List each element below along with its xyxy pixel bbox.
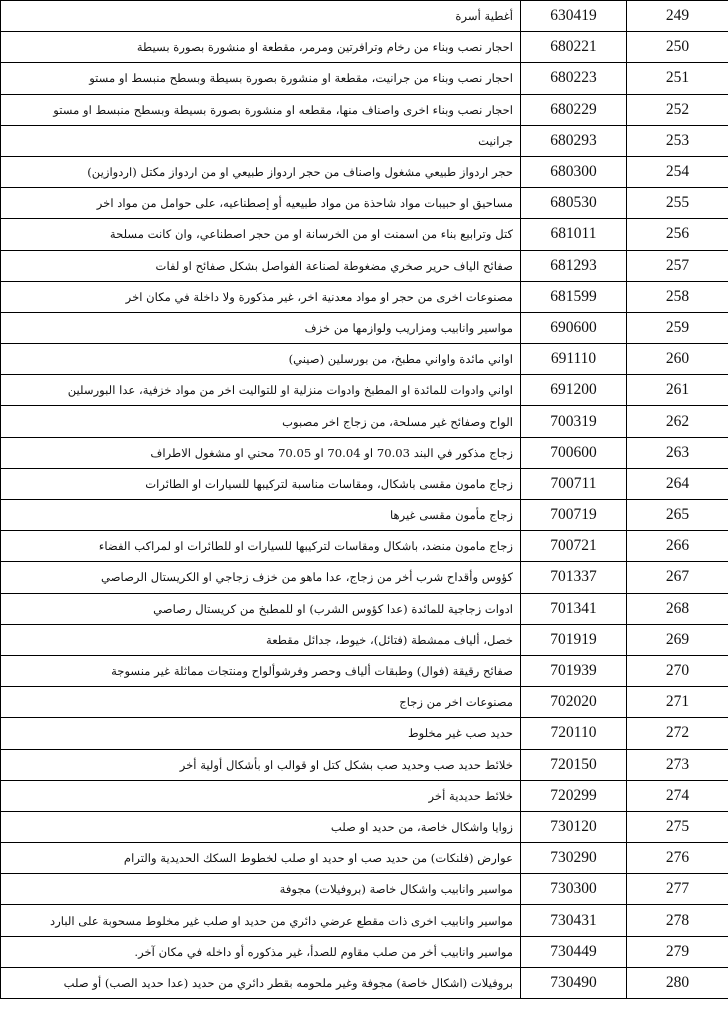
table-row (1, 593, 728, 624)
item-description: زجاج مأمون مقسى غيرها (1, 500, 521, 531)
table-row (1, 874, 728, 905)
table-row (1, 250, 728, 281)
item-description: صفائح رقيقة (فوال) وطبقات ألياف وحصر وفرشوألواح ومنتجات مماثلة غير منسوجة (1, 655, 521, 686)
item-description: جرانيت (1, 125, 521, 156)
item-code: 680229 (521, 94, 627, 125)
row-number: 253 (627, 125, 728, 156)
item-code: 701337 (521, 562, 627, 593)
table-row (1, 344, 728, 375)
table-row (1, 63, 728, 94)
item-description: مساحيق او حبيبات مواد شاحذة من مواد طبيعيه أو إصطناعيه، على حوامل من مواد اخر (1, 188, 521, 219)
item-description: أغطية أسرة (1, 1, 521, 32)
row-number: 277 (627, 874, 728, 905)
row-number: 256 (627, 219, 728, 250)
item-code: 730290 (521, 843, 627, 874)
item-description: كتل وترابيع بناء من اسمنت او من الخرسانة او من حجر اصطناعي، وان كانت مسلحة (1, 219, 521, 250)
item-description: مواسير وانابيب ومزاريب ولوازمها من خزف (1, 312, 521, 343)
item-description: خصل، ألياف ممشطة (فتائل)، خيوط، جدائل مقطعة (1, 624, 521, 655)
item-code: 690600 (521, 312, 627, 343)
item-code: 681011 (521, 219, 627, 250)
table-row (1, 905, 728, 936)
row-number: 272 (627, 718, 728, 749)
item-code: 680530 (521, 188, 627, 219)
table-row (1, 468, 728, 499)
item-code: 701939 (521, 655, 627, 686)
row-number: 261 (627, 375, 728, 406)
item-code: 700600 (521, 437, 627, 468)
item-code: 701919 (521, 624, 627, 655)
table-row (1, 125, 728, 156)
item-code: 681599 (521, 281, 627, 312)
item-code: 720150 (521, 749, 627, 780)
row-number: 260 (627, 344, 728, 375)
item-code: 700711 (521, 468, 627, 499)
item-description: خلائط حديد صب وحديد صب بشكل كتل او قوالب او بأشكال أولية أخر (1, 749, 521, 780)
item-code: 680223 (521, 63, 627, 94)
row-number: 258 (627, 281, 728, 312)
row-number: 249 (627, 1, 728, 32)
row-number: 265 (627, 500, 728, 531)
row-number: 270 (627, 655, 728, 686)
row-number: 269 (627, 624, 728, 655)
item-code: 680221 (521, 32, 627, 63)
item-code: 730490 (521, 967, 627, 998)
item-code: 691200 (521, 375, 627, 406)
row-number: 275 (627, 811, 728, 842)
item-code: 730431 (521, 905, 627, 936)
table-row (1, 312, 728, 343)
item-code: 681293 (521, 250, 627, 281)
row-number: 262 (627, 406, 728, 437)
item-code: 700721 (521, 531, 627, 562)
item-code: 720299 (521, 780, 627, 811)
row-number: 250 (627, 32, 728, 63)
item-code: 730120 (521, 811, 627, 842)
item-code: 700319 (521, 406, 627, 437)
item-code: 701341 (521, 593, 627, 624)
table-body (1, 1, 728, 999)
item-description: مواسير وانابيب واشكال خاصة (بروفيلات) مجوفة (1, 874, 521, 905)
row-number: 264 (627, 468, 728, 499)
row-number: 251 (627, 63, 728, 94)
table-row (1, 281, 728, 312)
row-number: 266 (627, 531, 728, 562)
item-code: 702020 (521, 687, 627, 718)
row-number: 280 (627, 967, 728, 998)
item-description: مصنوعات اخرى من حجر او مواد معدنية اخر، غير مذكورة ولا داخلة في مكان اخر (1, 281, 521, 312)
item-code: 691110 (521, 344, 627, 375)
item-description: مواسير وانابيب أخر من صلب مقاوم للصدأ، غير مذكوره أو داخله في مكان آخر. (1, 936, 521, 967)
table-row (1, 500, 728, 531)
item-description: مصنوعات اخر من زجاج (1, 687, 521, 718)
item-description: زجاج مامون مقسى باشكال، ومقاسات مناسبة لتركيبها للسيارات او الطائرات (1, 468, 521, 499)
table-row (1, 531, 728, 562)
item-code: 720110 (521, 718, 627, 749)
item-description: مواسير وانابيب اخرى ذات مقطع عرضي دائري من حديد او صلب غير مخلوط مسحوبة على البارد (1, 905, 521, 936)
table-row (1, 811, 728, 842)
row-number: 271 (627, 687, 728, 718)
table-row (1, 94, 728, 125)
row-number: 255 (627, 188, 728, 219)
table-row (1, 406, 728, 437)
item-description: اواني وادوات للمائدة او المطبخ وادوات منزلية او للتواليت اخر من مواد خزفية، عدا البورسلين (1, 375, 521, 406)
table-row (1, 780, 728, 811)
row-number: 276 (627, 843, 728, 874)
table-row (1, 687, 728, 718)
table-row (1, 967, 728, 998)
item-description: حديد صب غير مخلوط (1, 718, 521, 749)
table-row (1, 188, 728, 219)
item-code: 700719 (521, 500, 627, 531)
item-description: خلائط حديدية أخر (1, 780, 521, 811)
table-row (1, 1, 728, 32)
row-number: 267 (627, 562, 728, 593)
item-code: 630419 (521, 1, 627, 32)
table-row (1, 936, 728, 967)
item-description: الواح وصفائح غير مسلحة، من زجاج اخر مصبوب (1, 406, 521, 437)
item-description: زجاج مامون منضد، باشكال ومقاسات لتركيبها للسيارات او للطائرات او لمراكب الفضاء (1, 531, 521, 562)
item-description: زجاج مذكور في البند 70.03 او 70.04 او 70.05 محني او مشغول الاطراف (1, 437, 521, 468)
item-code: 730300 (521, 874, 627, 905)
item-description: صفائح الياف حرير صخري مضغوطة لصناعة الفواصل بشكل صفائح او لفات (1, 250, 521, 281)
table-row (1, 718, 728, 749)
item-description: حجر اردواز طبيعي مشغول واصناف من حجر اردواز طبيعي او من اردواز مكتل (اردوازين) (1, 156, 521, 187)
table-row (1, 562, 728, 593)
item-description: اواني مائدة واواني مطبخ، من بورسلين (صيني) (1, 344, 521, 375)
item-description: كؤوس وأقداح شرب أخر من زجاج، عدا ماهو من خزف زجاجي او الكريستال الرصاصي (1, 562, 521, 593)
item-code: 730449 (521, 936, 627, 967)
item-description: زوايا واشكال خاصة، من حديد او صلب (1, 811, 521, 842)
row-number: 279 (627, 936, 728, 967)
item-description: عوارض (فلنكات) من حديد صب او حديد او صلب لخطوط السكك الحديدية والترام (1, 843, 521, 874)
row-number: 257 (627, 250, 728, 281)
row-number: 252 (627, 94, 728, 125)
row-number: 273 (627, 749, 728, 780)
row-number: 268 (627, 593, 728, 624)
table-row (1, 156, 728, 187)
table-row (1, 749, 728, 780)
item-description: ادوات زجاجية للمائدة (عدا كؤوس الشرب) او للمطبخ من كريستال رصاصي (1, 593, 521, 624)
row-number: 254 (627, 156, 728, 187)
row-number: 259 (627, 312, 728, 343)
row-number: 278 (627, 905, 728, 936)
table-row (1, 843, 728, 874)
table-row (1, 32, 728, 63)
item-description: بروفيلات (اشكال خاصة) مجوفة وغير ملحومه بقطر دائري من حديد (عدا حديد الصب) أو صلب (1, 967, 521, 998)
item-description: احجار نصب وبناء اخرى واصناف منها، مقطعه او منشورة بصورة بسيطة وبسطح منبسط او مستو (1, 94, 521, 125)
table-row (1, 437, 728, 468)
row-number: 263 (627, 437, 728, 468)
table-row (1, 219, 728, 250)
table-row (1, 624, 728, 655)
item-code: 680300 (521, 156, 627, 187)
table-row (1, 655, 728, 686)
item-description: احجار نصب وبناء من جرانيت، مقطعة او منشورة بصورة بسيطة وبسطح منبسط او مستو (1, 63, 521, 94)
item-description: احجار نصب وبناء من رخام وترافرتين ومرمر، مقطعة او منشورة بصورة بسيطة (1, 32, 521, 63)
item-code: 680293 (521, 125, 627, 156)
table-row (1, 375, 728, 406)
row-number: 274 (627, 780, 728, 811)
